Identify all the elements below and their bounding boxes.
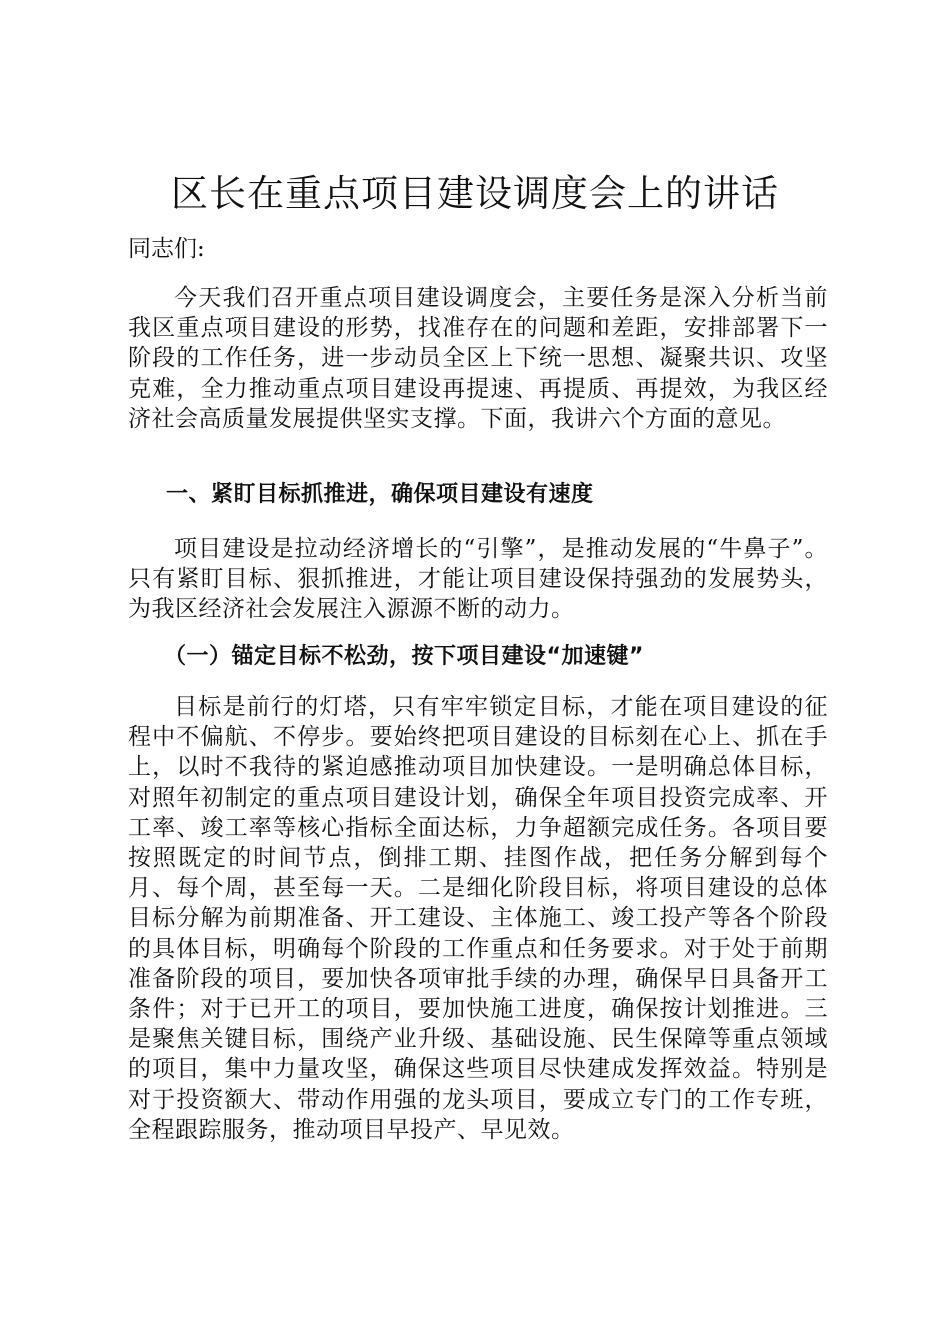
section-heading-1: 一、紧盯目标抓推进，确保项目建设有速度 (166, 482, 594, 507)
salutation: 同志们: (128, 236, 205, 262)
document-title: 区长在重点项目建设调度会上的讲话 (171, 172, 779, 215)
paragraph-section-1: 项目建设是拉动经济增长的“引擎”，是推动发展的“牛鼻子”。只有紧盯目标、狠抓推进，才能让项目建设保持强劲的发展势头，为我区经济社会发展注入源源不断的动力。 (128, 536, 828, 623)
subsection-heading-1: （一）锚定目标不松劲，按下项目建设“加速键” (164, 644, 644, 669)
paragraph-subsection-1: 目标是前行的灯塔，只有牢牢锁定目标，才能在项目建设的征程中不偏航、不停步。要始终把项目建设的目标刻在心上、抓在手上，以时不我待的紧迫感推动项目加快建设。一是明确总体目标，对照年初制定的重点项目建设计划，确保全年项目投资完成率、开工率、竣工率等核心指标全面达标，力争超额完成任务。各项目要按照既定的时间节点，倒排工期、挂图作战，把任务分解到每个月、每个周，甚至每一天。二是细化阶段目标，将项目建设的总体目标分解为前期准备、开工建设、主体施工、竣工投产等各个阶段的具体目标，明确每个阶段的工作重点和任务要求。对于处于前期准备阶段的项目，要加快各项审批手续的办理，确保早日具备开工条件；对于已开工的项目，要加快施工进度，确保按计划推进。三是聚焦关键目标，围绕产业升级、基础设施、民生保障等重点领域的项目，集中力量攻坚，确保这些项目尽快建成发挥效益。特别是对于投资额大、带动作用强的龙头项目，要成立专门的工作专班，全程跟踪服务，推动项目早投产、早见效。 (128, 694, 828, 1143)
paragraph-intro: 今天我们召开重点项目建设调度会，主要任务是深入分析当前我区重点项目建设的形势，找准存在的问题和差距，安排部署下一阶段的工作任务，进一步动员全区上下统一思想、凝聚共识、攻坚克难，全力推动重点项目建设再提速、再提质、再提效，为我区经济社会高质量发展提供坚实支撑。下面，我讲六个方面的意见。 (128, 285, 828, 432)
